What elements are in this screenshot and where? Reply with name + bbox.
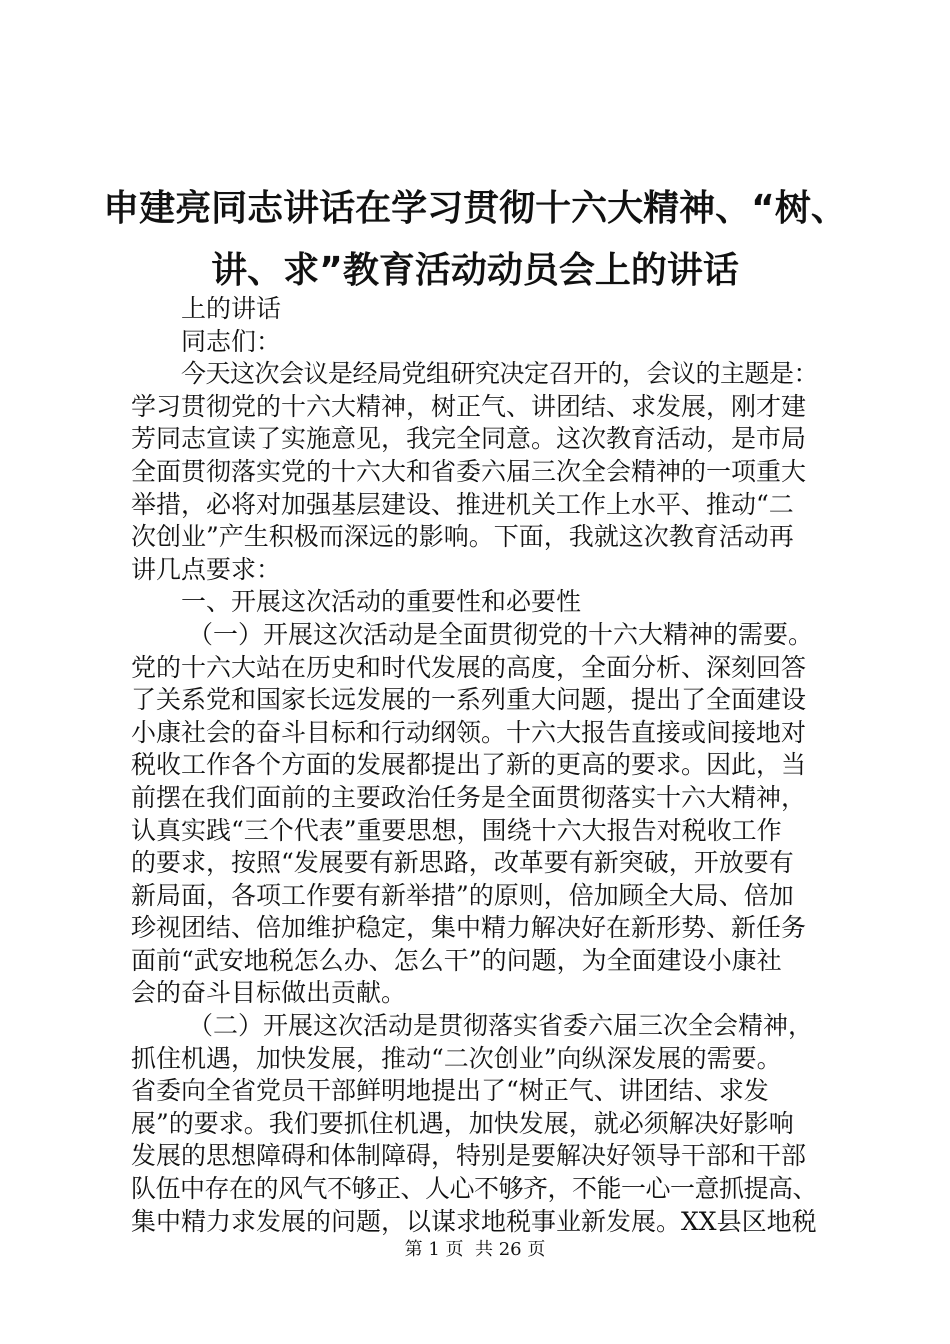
body-line: 小康社会的奋斗目标和行动纲领。十六大报告直接或间接地对 <box>131 717 807 747</box>
body-line: 珍视团结、倍加维护稳定，集中精力解决好在新形势、新任务 <box>131 913 807 943</box>
subsection-heading: （二）开展这次活动是贯彻落实省委六届三次全会精神， <box>188 1011 814 1041</box>
body-line: 新局面，各项工作要有新举措”的原则，倍加顾全大局、倍加 <box>131 880 794 910</box>
body-line: 举措，必将对加强基层建设、推进机关工作上水平、推动“二 <box>131 489 794 519</box>
body-line: 认真实践“三个代表”重要思想，围绕十六大报告对税收工作 <box>131 815 782 845</box>
subsection-heading: （一）开展这次活动是全面贯彻党的十六大精神的需要。 <box>188 619 814 649</box>
body-line: 前摆在我们面前的主要政治任务是全面贯彻落实十六大精神， <box>131 782 807 812</box>
body-line: 抓住机遇，加快发展，推动“二次创业”向纵深发展的需要。 <box>131 1043 782 1073</box>
body-line: 发展的思想障碍和体制障碍，特别是要解决好领导干部和干部 <box>131 1141 807 1171</box>
body-line: 全面贯彻落实党的十六大和省委六届三次全会精神的一项重大 <box>131 456 807 486</box>
page-number-label: 第 1 页 共 26 页 <box>404 1239 546 1260</box>
body-line: 了关系党和国家长远发展的一系列重大问题，提出了全面建设 <box>131 685 807 715</box>
body-line: 的要求，按照“发展要有新思路，改革要有新突破，开放要有 <box>131 848 794 878</box>
body-line: 省委向全省党员干部鲜明地提出了“树正气、讲团结、求发 <box>131 1076 769 1106</box>
body-line: 讲几点要求： <box>131 554 282 584</box>
page-footer <box>0 1238 950 1262</box>
document-title <box>100 178 850 302</box>
body-line: 次创业”产生积极而深远的影响。下面，我就这次教育活动再 <box>131 522 794 552</box>
body-line: 面前“武安地税怎么办、怎么干”的问题，为全面建设小康社 <box>131 945 782 975</box>
body-line: 集中精力求发展的问题，以谋求地税事业新发展。XX县区地税 <box>131 1206 817 1236</box>
body-line: 学习贯彻党的十六大精神，树正气、讲团结、求发展，刚才建 <box>131 391 807 421</box>
document-body <box>131 293 821 1238</box>
body-line: 芳同志宣读了实施意见，我完全同意。这次教育活动，是市局 <box>131 424 807 454</box>
body-line: 同志们： <box>181 326 282 356</box>
body-line: 党的十六大站在历史和时代发展的高度，全面分析、深刻回答 <box>131 652 807 682</box>
title-line-2: 讲、求”教育活动动员会上的讲话 <box>211 250 739 291</box>
body-line: 税收工作各个方面的发展都提出了新的更高的要求。因此，当 <box>131 750 807 780</box>
body-line: 展”的要求。我们要抓住机遇，加快发展，就必须解决好影响 <box>131 1108 794 1138</box>
section-heading: 一、开展这次活动的重要性和必要性 <box>181 587 582 617</box>
body-line: 会的奋斗目标做出贡献。 <box>131 978 407 1008</box>
title-line-1: 申建亮同志讲话在学习贯彻十六大精神、“树、 <box>103 188 847 229</box>
body-line: 今天这次会议是经局党组研究决定召开的，会议的主题是： <box>181 359 819 389</box>
body-line: 队伍中存在的风气不够正、人心不够齐，不能一心一意抓提高、 <box>131 1174 818 1204</box>
body-line: 上的讲话 <box>181 294 282 323</box>
